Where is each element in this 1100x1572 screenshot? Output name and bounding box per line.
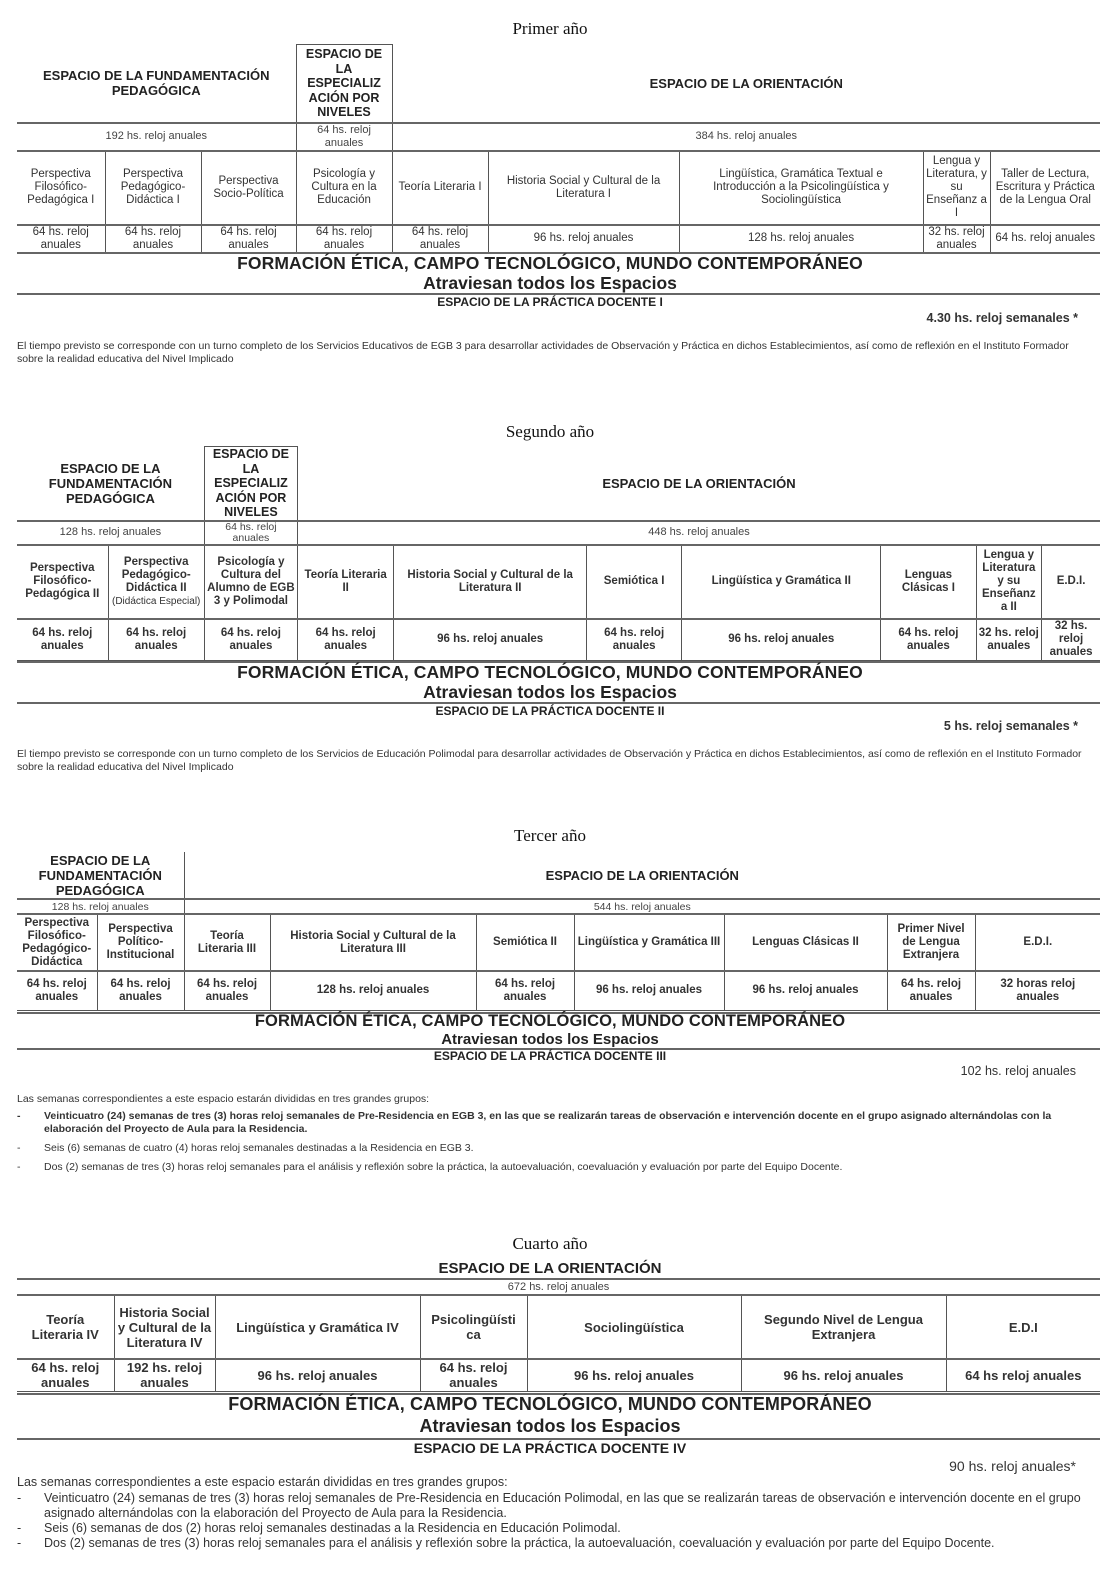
subject-hours: 64 hs. reloj anuales: [17, 619, 108, 661]
orient-hours: 544 hs. reloj anuales: [184, 899, 1100, 914]
subject-name: Perspectiva Filosófico-Pedagógico-Didáctica: [17, 914, 97, 971]
subject-hours: 96 hs. reloj anuales: [741, 1359, 946, 1391]
practica-groups-list: [17, 1110, 1097, 1174]
subject-hours: 96 hs. reloj anuales: [215, 1359, 420, 1391]
subject-name: Lengua y Literatura y su Enseñanz a II: [976, 545, 1042, 619]
orient-hours: 448 hs. reloj anuales: [298, 521, 1100, 545]
subject-hours: 128 hs. reloj anuales: [679, 225, 923, 253]
subject-name: Perspectiva Pedagógico-Didáctica I: [105, 151, 201, 225]
list-item: - Seis (6) semanas de dos (2) horas reloj semanales destinadas a la Residencia en Educación Polimodal.: [17, 1521, 621, 1535]
subject-name: Historia Social y Cultural de la Literatura II: [394, 545, 587, 619]
practica-title: ESPACIO DE LA PRÁCTICA DOCENTE II: [435, 704, 665, 718]
subject-hours: 64 hs. reloj anuales: [420, 1359, 527, 1391]
subject-hours: 64 hs. reloj anuales: [97, 971, 184, 1010]
practica-title: ESPACIO DE LA PRÁCTICA DOCENTE III: [433, 1049, 667, 1063]
subject-hours: 64 hs. reloj anuales: [392, 225, 488, 253]
practica-hours: 4.30 hs. reloj semanales *: [926, 311, 1078, 325]
cross-cutting-title: FORMACIÓN ÉTICA, CAMPO TECNOLÓGICO, MUNDO CONTEMPORÁNEO: [254, 1012, 846, 1030]
subject-name-text: Perspectiva Pedagógico-Didáctica II: [121, 555, 191, 594]
cross-cutting-subtitle: Atraviesan todos los Espacios: [441, 1031, 659, 1048]
subject-hours: 64 hs. reloj anuales: [105, 225, 201, 253]
space-especializacion-header: ESPACIO DE LA ESPECIALIZ ACIÓN POR NIVELES: [296, 45, 392, 123]
subject-hours: 64 hs. reloj anuales: [586, 619, 681, 661]
year4-table: [17, 1278, 1100, 1392]
subject-name: Teoría Literaria I: [392, 151, 488, 225]
subject-hours: 64 hs. reloj anuales: [881, 619, 976, 661]
fund-hours: 128 hs. reloj anuales: [17, 521, 204, 545]
subject-name: Primer Nivel de Lengua Extranjera: [887, 914, 975, 971]
space-especializacion-header: ESPACIO DE LA ESPECIALIZ ACIÓN POR NIVELES: [204, 447, 297, 521]
subject-name: Historia Social y Cultural de la Literatura IV: [114, 1295, 215, 1359]
subject-name: [108, 545, 204, 619]
bullet-icon: -: [17, 1161, 21, 1173]
subject-name: E.D.I.: [1042, 545, 1100, 619]
subject-name: Lingüística y Gramática III: [574, 914, 724, 971]
list-item: - Veinticuatro (24) semanas de tres (3) horas reloj semanales de Pre-Residencia en Educación Polimodal, en las que se realizarán tareas de observación e intervención docente en el grupo asignado alternándolas con la elaboración del Proyecto de Aula para la Residencia.: [17, 1491, 1081, 1520]
subject-name: Semiótica II: [476, 914, 574, 971]
list-item: - Dos (2) semanas de tres (3) horas reloj semanales para el análisis y reflexión sobre la práctica, la autoevaluación, coevaluación y evaluación por parte del Equipo Docente.: [17, 1536, 995, 1550]
subject-hours: 64 hs. reloj anuales: [990, 225, 1100, 253]
practica-title: ESPACIO DE LA PRÁCTICA DOCENTE IV: [413, 1440, 687, 1456]
subject-hours: 96 hs. reloj anuales: [488, 225, 679, 253]
orient-hours: 672 hs. reloj anuales: [17, 1279, 1100, 1295]
subject-name: Psicolingüísti ca: [420, 1295, 527, 1359]
subject-name: Perspectiva Político-Institucional: [97, 914, 184, 971]
subject-hours: 64 hs. reloj anuales: [296, 225, 392, 253]
bullet-icon: -: [17, 1536, 22, 1550]
subject-name: Psicología y Cultura en la Educación: [296, 151, 392, 225]
subject-name: Lingüística y Gramática IV: [215, 1295, 420, 1359]
year3-table: [17, 852, 1100, 1011]
subject-hours: 64 hs. reloj anuales: [108, 619, 204, 661]
cross-cutting-subtitle: Atraviesan todos los Espacios: [423, 273, 677, 293]
bullet-icon: -: [17, 1491, 22, 1505]
subject-hours: 64 hs. reloj anuales: [204, 619, 297, 661]
subject-name: Teoría Literaria III: [184, 914, 270, 971]
subject-hours: 32 horas reloj anuales: [975, 971, 1100, 1010]
year4-title: Cuarto año: [512, 1234, 588, 1253]
subject-hours: 96 hs. reloj anuales: [394, 619, 587, 661]
subject-hours: 32 hs. reloj anuales: [923, 225, 990, 253]
subject-hours: 96 hs. reloj anuales: [724, 971, 887, 1010]
subject-hours: 32 hs. reloj anuales: [976, 619, 1042, 661]
fund-hours: 128 hs. reloj anuales: [17, 899, 184, 914]
subject-hours: 64 hs. reloj anuales: [17, 1359, 114, 1391]
space-orientacion-header: ESPACIO DE LA ORIENTACIÓN: [438, 1260, 662, 1277]
subject-hours: 96 hs. reloj anuales: [574, 971, 724, 1010]
subject-hours: 96 hs. reloj anuales: [682, 619, 881, 661]
esp-hours: 64 hs. reloj anuales: [204, 521, 297, 545]
practica-hours: 5 hs. reloj semanales *: [943, 719, 1078, 733]
bullet-icon: -: [17, 1142, 21, 1154]
list-item: - Dos (2) semanas de tres (3) horas reloj semanales para el análisis y reflexión sobre la práctica, la autoevaluación, coevaluación y evaluación por parte del Equipo Docente.: [17, 1161, 843, 1173]
subject-name: Teoría Literaria II: [298, 545, 394, 619]
list-item: - Veinticuatro (24) semanas de tres (3) horas reloj semanales de Pre-Residencia en EGB 3, en las que se realizarán tareas de observación e intervención docente en el grupo asignado alternándolas con la elaboración del Proyecto de Aula para la Residencia.: [17, 1110, 1052, 1135]
subject-hours: 96 hs. reloj anuales: [527, 1359, 741, 1391]
year2-title: Segundo año: [505, 422, 595, 441]
bullet-icon: -: [17, 1110, 21, 1122]
subject-hours: 64 hs. reloj anuales: [17, 971, 97, 1010]
list-item: - Seis (6) semanas de cuatro (4) horas reloj semanales destinadas a la Residencia en EGB 3.: [17, 1142, 474, 1154]
practica-title: ESPACIO DE LA PRÁCTICA DOCENTE I: [437, 295, 663, 309]
cross-cutting-title: FORMACIÓN ÉTICA, CAMPO TECNOLÓGICO, MUNDO CONTEMPORÁNEO: [237, 253, 863, 273]
fund-hours: 192 hs. reloj anuales: [17, 123, 296, 151]
subject-name: Lingüística y Gramática II: [682, 545, 881, 619]
practica-groups-list: [17, 1491, 1097, 1551]
space-fundamentacion-header: ESPACIO DE LA FUNDAMENTACIÓN PEDAGÓGICA: [17, 447, 204, 521]
practica-intro: Las semanas correspondientes a este espacio estarán divididas en tres grandes grupos:: [17, 1475, 508, 1489]
practica-intro: Las semanas correspondientes a este espacio estarán divididas en tres grandes grupos:: [17, 1093, 430, 1105]
practica-note: El tiempo previsto se corresponde con un turno completo de los Servicios de Educación Polimodal para desarrollar actividades de Observación y Práctica en dichos Establecimientos, así como de reflexión en el Instituto Formador sobre la realidad educativa del Nivel Implicado: [17, 748, 1082, 773]
subject-name: Lingüística, Gramática Textual e Introducción a la Psicolingüística y Sociolingüística: [679, 151, 923, 225]
esp-hours: 64 hs. reloj anuales: [296, 123, 392, 151]
subject-hours: 64 hs reloj anuales: [946, 1359, 1100, 1391]
subject-name: Taller de Lectura, Escritura y Práctica de la Lengua Oral: [990, 151, 1100, 225]
orient-hours: 384 hs. reloj anuales: [392, 123, 1100, 151]
space-orientacion-header: ESPACIO DE LA ORIENTACIÓN: [392, 45, 1100, 123]
subject-name: Sociolingüística: [527, 1295, 741, 1359]
subject-name: Perspectiva Socio-Política: [201, 151, 296, 225]
subject-name: Historia Social y Cultural de la Literatura III: [270, 914, 476, 971]
space-orientacion-header: ESPACIO DE LA ORIENTACIÓN: [298, 447, 1100, 521]
cross-cutting-title: FORMACIÓN ÉTICA, CAMPO TECNOLÓGICO, MUNDO CONTEMPORÁNEO: [228, 1394, 872, 1414]
cross-cutting-subtitle: Atraviesan todos los Espacios: [419, 1416, 681, 1436]
subject-hours: 64 hs. reloj anuales: [298, 619, 394, 661]
practica-hours: 90 hs. reloj anuales*: [949, 1458, 1076, 1474]
subject-note: (Didáctica Especial): [112, 595, 201, 607]
subject-hours: 64 hs. reloj anuales: [887, 971, 975, 1010]
subject-name: E.D.I: [946, 1295, 1100, 1359]
subject-name: Segundo Nivel de Lengua Extranjera: [741, 1295, 946, 1359]
subject-name: Lengua y Literatura, y su Enseñanz a I: [923, 151, 990, 225]
subject-hours: 128 hs. reloj anuales: [270, 971, 476, 1010]
subject-name: Lenguas Clásicas II: [724, 914, 887, 971]
space-fundamentacion-header: ESPACIO DE LA FUNDAMENTACIÓN PEDAGÓGICA: [17, 852, 184, 899]
year1-table: [17, 44, 1100, 253]
space-fundamentacion-header: ESPACIO DE LA FUNDAMENTACIÓN PEDAGÓGICA: [17, 45, 296, 123]
subject-hours: 64 hs. reloj anuales: [476, 971, 574, 1010]
subject-hours: 64 hs. reloj anuales: [17, 225, 105, 253]
space-orientacion-header: ESPACIO DE LA ORIENTACIÓN: [184, 852, 1100, 899]
subject-hours: 64 hs. reloj anuales: [201, 225, 296, 253]
subject-hours: 192 hs. reloj anuales: [114, 1359, 215, 1391]
subject-name: Teoría Literaria IV: [17, 1295, 114, 1359]
bullet-icon: -: [17, 1521, 22, 1535]
subject-name: Perspectiva Filosófico-Pedagógica I: [17, 151, 105, 225]
subject-name: Perspectiva Filosófico-Pedagógica II: [17, 545, 108, 619]
subject-name: Lenguas Clásicas I: [881, 545, 976, 619]
subject-name: Semiótica I: [586, 545, 681, 619]
year1-title: Primer año: [512, 19, 588, 38]
cross-cutting-title: FORMACIÓN ÉTICA, CAMPO TECNOLÓGICO, MUNDO CONTEMPORÁNEO: [237, 662, 863, 682]
subject-hours: 64 hs. reloj anuales: [184, 971, 270, 1010]
subject-hours: 32 hs. reloj anuales: [1042, 619, 1100, 661]
year3-title: Tercer año: [514, 826, 586, 845]
practica-note: El tiempo previsto se corresponde con un turno completo de los Servicios Educativos de EGB 3 para desarrollar actividades de Observación y Práctica en dichos Establecimientos, así como de reflexión en el Instituto Formador sobre la realidad educativa del Nivel Implicado: [17, 340, 1069, 365]
year2-table: [17, 446, 1100, 661]
subject-name: Psicología y Cultura del Alumno de EGB 3 y Polimodal: [204, 545, 297, 619]
cross-cutting-subtitle: Atraviesan todos los Espacios: [423, 682, 677, 702]
subject-name: E.D.I.: [975, 914, 1100, 971]
subject-name: Historia Social y Cultural de la Literatura I: [488, 151, 679, 225]
practica-hours: 102 hs. reloj anuales: [960, 1064, 1076, 1078]
